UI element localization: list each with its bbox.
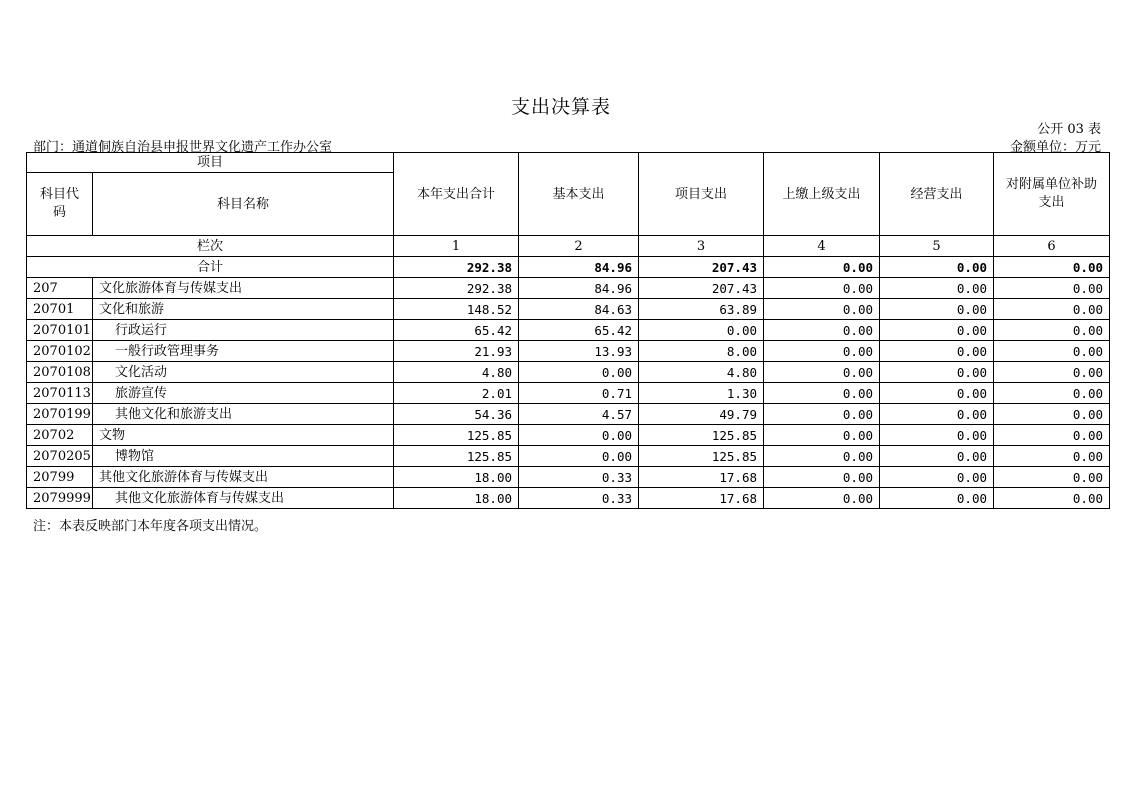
row-name: 旅游宣传 [93, 383, 394, 404]
header-col2: 基本支出 [519, 153, 639, 236]
row-v2: 13.93 [519, 341, 639, 362]
table-note: 注：本表反映部门本年度各项支出情况。 [33, 519, 268, 534]
row-v4: 0.00 [764, 278, 880, 299]
row-v2: 0.71 [519, 383, 639, 404]
row-v3: 17.68 [639, 467, 764, 488]
row-v2: 0.33 [519, 488, 639, 509]
header-col4: 上缴上级支出 [764, 153, 880, 236]
row-v4: 0.00 [764, 362, 880, 383]
header-col1: 本年支出合计 [394, 153, 519, 236]
row-v2: 65.42 [519, 320, 639, 341]
amount-unit-label: 金额单位：万元 [1009, 140, 1101, 155]
row-name: 文化和旅游 [93, 299, 394, 320]
header-col5: 经营支出 [880, 153, 994, 236]
row-v5: 0.00 [880, 467, 994, 488]
row-v2: 84.96 [519, 278, 639, 299]
row-v5: 0.00 [880, 299, 994, 320]
total-row [27, 257, 1110, 278]
index-2: 2 [519, 236, 639, 257]
index-4: 4 [764, 236, 880, 257]
row-v5: 0.00 [880, 278, 994, 299]
row-code: 2070102 [27, 341, 93, 362]
row-v4: 0.00 [764, 446, 880, 467]
row-code: 207 [27, 278, 93, 299]
total-v3: 207.43 [639, 257, 764, 278]
row-v3: 207.43 [639, 278, 764, 299]
table-row [27, 362, 1110, 383]
row-name: 文化活动 [93, 362, 394, 383]
table-number: 公开 03 表 [1037, 122, 1101, 137]
row-v3: 1.30 [639, 383, 764, 404]
row-v4: 0.00 [764, 299, 880, 320]
row-name: 博物馆 [93, 446, 394, 467]
table-row [27, 425, 1110, 446]
row-v3: 125.85 [639, 446, 764, 467]
row-v6: 0.00 [994, 383, 1110, 404]
table-row [27, 488, 1110, 509]
department-label: 部门：通道侗族自治县申报世界文化遗产工作办公室 [33, 140, 333, 155]
row-v2: 0.00 [519, 425, 639, 446]
row-v5: 0.00 [880, 383, 994, 404]
row-v1: 18.00 [394, 467, 519, 488]
row-v2: 84.63 [519, 299, 639, 320]
row-name: 文化旅游体育与传媒支出 [93, 278, 394, 299]
index-1: 1 [394, 236, 519, 257]
row-v2: 4.57 [519, 404, 639, 425]
row-v2: 0.00 [519, 362, 639, 383]
table-row [27, 341, 1110, 362]
row-code: 20799 [27, 467, 93, 488]
row-v4: 0.00 [764, 383, 880, 404]
row-v3: 63.89 [639, 299, 764, 320]
row-v5: 0.00 [880, 446, 994, 467]
row-v2: 0.00 [519, 446, 639, 467]
row-v5: 0.00 [880, 341, 994, 362]
header-name: 科目名称 [93, 173, 394, 236]
row-v6: 0.00 [994, 446, 1110, 467]
index-6: 6 [994, 236, 1110, 257]
row-v4: 0.00 [764, 320, 880, 341]
row-name: 文物 [93, 425, 394, 446]
header-code: 科目代码 [27, 173, 93, 236]
header-col6: 对附属单位补助支出 [994, 153, 1110, 236]
row-v5: 0.00 [880, 488, 994, 509]
row-v4: 0.00 [764, 341, 880, 362]
row-v1: 21.93 [394, 341, 519, 362]
total-v5: 0.00 [880, 257, 994, 278]
expenditure-table [26, 152, 1110, 509]
row-code: 2079999 [27, 488, 93, 509]
row-code: 2070101 [27, 320, 93, 341]
index-5: 5 [880, 236, 994, 257]
row-code: 2070113 [27, 383, 93, 404]
row-name: 一般行政管理事务 [93, 341, 394, 362]
row-v6: 0.00 [994, 488, 1110, 509]
row-v1: 292.38 [394, 278, 519, 299]
row-v6: 0.00 [994, 278, 1110, 299]
row-v1: 54.36 [394, 404, 519, 425]
total-v2: 84.96 [519, 257, 639, 278]
header-col3: 项目支出 [639, 153, 764, 236]
total-v4: 0.00 [764, 257, 880, 278]
row-code: 2070108 [27, 362, 93, 383]
total-v6: 0.00 [994, 257, 1110, 278]
row-v1: 125.85 [394, 425, 519, 446]
row-name: 其他文化和旅游支出 [93, 404, 394, 425]
row-v4: 0.00 [764, 425, 880, 446]
header-project: 项目 [27, 153, 394, 173]
table-row [27, 467, 1110, 488]
table-row [27, 299, 1110, 320]
row-v2: 0.33 [519, 467, 639, 488]
row-v3: 49.79 [639, 404, 764, 425]
row-v5: 0.00 [880, 404, 994, 425]
total-v1: 292.38 [394, 257, 519, 278]
row-v5: 0.00 [880, 425, 994, 446]
row-v3: 4.80 [639, 362, 764, 383]
header-row-index: 栏次 [27, 236, 394, 257]
row-v6: 0.00 [994, 320, 1110, 341]
row-code: 2070205 [27, 446, 93, 467]
row-v6: 0.00 [994, 341, 1110, 362]
row-v5: 0.00 [880, 320, 994, 341]
row-v3: 0.00 [639, 320, 764, 341]
row-code: 2070199 [27, 404, 93, 425]
row-v1: 18.00 [394, 488, 519, 509]
row-code: 20701 [27, 299, 93, 320]
row-v5: 0.00 [880, 362, 994, 383]
row-v1: 4.80 [394, 362, 519, 383]
row-name: 行政运行 [93, 320, 394, 341]
row-v1: 2.01 [394, 383, 519, 404]
row-v3: 125.85 [639, 425, 764, 446]
page-title: 支出决算表 [510, 96, 611, 118]
row-v6: 0.00 [994, 299, 1110, 320]
total-label: 合计 [27, 257, 394, 278]
index-3: 3 [639, 236, 764, 257]
row-v1: 148.52 [394, 299, 519, 320]
table-row [27, 278, 1110, 299]
row-v6: 0.00 [994, 467, 1110, 488]
row-v4: 0.00 [764, 404, 880, 425]
row-v1: 65.42 [394, 320, 519, 341]
row-v6: 0.00 [994, 425, 1110, 446]
table-row [27, 320, 1110, 341]
row-v3: 17.68 [639, 488, 764, 509]
row-name: 其他文化旅游体育与传媒支出 [93, 488, 394, 509]
table-row [27, 446, 1110, 467]
row-v4: 0.00 [764, 467, 880, 488]
row-v4: 0.00 [764, 488, 880, 509]
row-v3: 8.00 [639, 341, 764, 362]
row-v6: 0.00 [994, 362, 1110, 383]
table-row [27, 383, 1110, 404]
row-name: 其他文化旅游体育与传媒支出 [93, 467, 394, 488]
row-v1: 125.85 [394, 446, 519, 467]
row-v6: 0.00 [994, 404, 1110, 425]
table-row [27, 404, 1110, 425]
row-code: 20702 [27, 425, 93, 446]
